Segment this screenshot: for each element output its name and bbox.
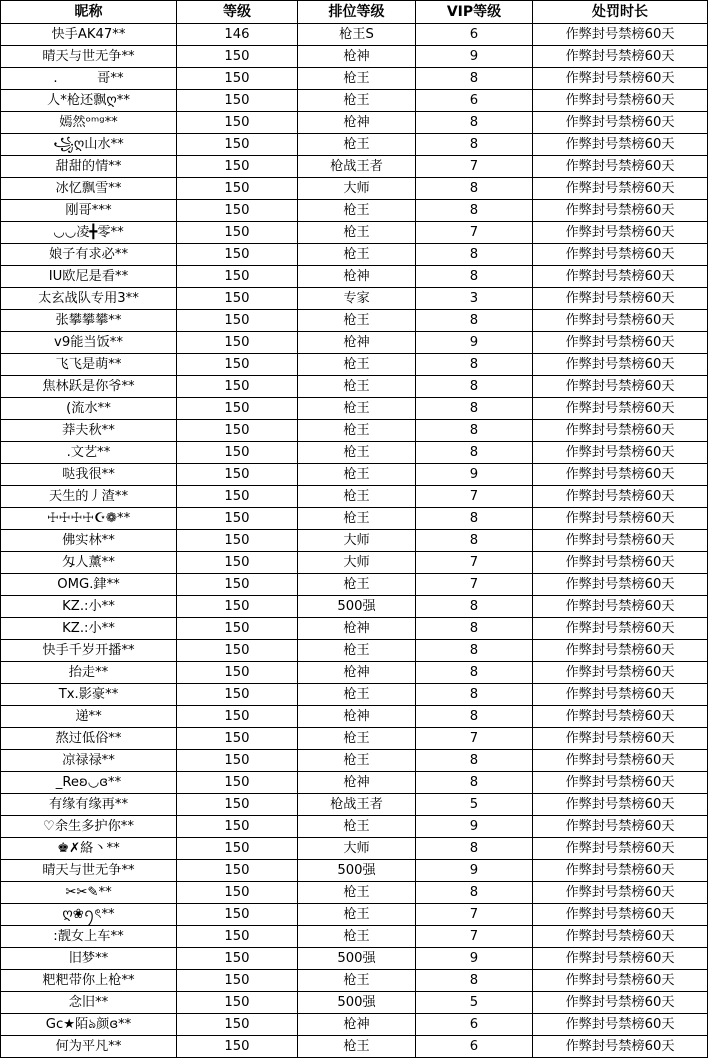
table-row — [1, 266, 708, 288]
cell-rank-level: 枪王 — [298, 222, 416, 244]
cell-penalty: 作弊封号禁榜60天 — [533, 266, 708, 288]
cell-rank-level: 枪王 — [298, 464, 416, 486]
table-row — [1, 552, 708, 574]
cell-rank-level: 枪王 — [298, 750, 416, 772]
cell-rank-level: 枪神 — [298, 706, 416, 728]
cell-level: 150 — [177, 530, 298, 552]
cell-level: 150 — [177, 772, 298, 794]
cell-penalty: 作弊封号禁榜60天 — [533, 904, 708, 926]
cell-vip-level: 8 — [416, 750, 533, 772]
cell-level: 150 — [177, 442, 298, 464]
table-row — [1, 926, 708, 948]
cell-rank-level: 枪神 — [298, 266, 416, 288]
cell-level: 150 — [177, 310, 298, 332]
cell-rank-level: 枪王 — [298, 904, 416, 926]
header-row — [1, 1, 708, 24]
cell-level: 150 — [177, 178, 298, 200]
cell-nickname: ღ❀ꪆৎ** — [1, 904, 177, 926]
cell-nickname: 快手千岁开播** — [1, 640, 177, 662]
cell-vip-level: 8 — [416, 376, 533, 398]
cell-vip-level: 8 — [416, 112, 533, 134]
cell-vip-level: 8 — [416, 618, 533, 640]
cell-level: 150 — [177, 618, 298, 640]
table-row — [1, 24, 708, 46]
cell-nickname: ☩☩☩☩☪❁** — [1, 508, 177, 530]
cell-vip-level: 8 — [416, 970, 533, 992]
cell-penalty: 作弊封号禁榜60天 — [533, 838, 708, 860]
cell-vip-level: 9 — [416, 332, 533, 354]
header-rank-level: 排位等级 — [298, 1, 416, 24]
cell-rank-level: 枪战王者 — [298, 156, 416, 178]
cell-nickname: IU欧尼是看** — [1, 266, 177, 288]
table-row — [1, 970, 708, 992]
cell-nickname: 太玄战队专用3** — [1, 288, 177, 310]
cell-nickname: 快手AK47** — [1, 24, 177, 46]
table-row — [1, 156, 708, 178]
table-row — [1, 574, 708, 596]
cell-penalty: 作弊封号禁榜60天 — [533, 288, 708, 310]
table-row — [1, 860, 708, 882]
cell-nickname: 念旧** — [1, 992, 177, 1014]
cell-level: 150 — [177, 684, 298, 706]
cell-level: 150 — [177, 464, 298, 486]
table-row — [1, 310, 708, 332]
cell-level: 150 — [177, 750, 298, 772]
cell-penalty: 作弊封号禁榜60天 — [533, 816, 708, 838]
cell-level: 150 — [177, 552, 298, 574]
table-row — [1, 420, 708, 442]
cell-level: 150 — [177, 244, 298, 266]
cell-level: 150 — [177, 948, 298, 970]
cell-level: 150 — [177, 90, 298, 112]
cell-level: 150 — [177, 904, 298, 926]
cell-nickname: 天生的丿渣** — [1, 486, 177, 508]
cell-penalty: 作弊封号禁榜60天 — [533, 354, 708, 376]
cell-rank-level: 500强 — [298, 860, 416, 882]
cell-vip-level: 8 — [416, 662, 533, 684]
cell-vip-level: 8 — [416, 244, 533, 266]
cell-nickname: ♚✗絡丶** — [1, 838, 177, 860]
cell-rank-level: 枪王 — [298, 354, 416, 376]
cell-penalty: 作弊封号禁榜60天 — [533, 24, 708, 46]
cell-nickname: 冰忆飘雪** — [1, 178, 177, 200]
cell-level: 150 — [177, 508, 298, 530]
cell-vip-level: 8 — [416, 134, 533, 156]
cell-nickname: 焦林跃是你爷** — [1, 376, 177, 398]
cell-rank-level: 枪王 — [298, 684, 416, 706]
cell-rank-level: 枪王S — [298, 24, 416, 46]
cell-level: 150 — [177, 398, 298, 420]
cell-rank-level: 枪王 — [298, 1036, 416, 1058]
cell-vip-level: 7 — [416, 574, 533, 596]
cell-penalty: 作弊封号禁榜60天 — [533, 332, 708, 354]
cell-rank-level: 枪王 — [298, 90, 416, 112]
table-row — [1, 112, 708, 134]
table-row — [1, 640, 708, 662]
cell-nickname: . 哥** — [1, 68, 177, 90]
cell-nickname: OMG.銉** — [1, 574, 177, 596]
table-body — [1, 24, 708, 1058]
cell-penalty: 作弊封号禁榜60天 — [533, 90, 708, 112]
cell-penalty: 作弊封号禁榜60天 — [533, 772, 708, 794]
cell-rank-level: 大师 — [298, 838, 416, 860]
cell-vip-level: 9 — [416, 816, 533, 838]
cell-level: 150 — [177, 68, 298, 90]
cell-level: 150 — [177, 200, 298, 222]
table-row — [1, 442, 708, 464]
cell-penalty: 作弊封号禁榜60天 — [533, 310, 708, 332]
cell-penalty: 作弊封号禁榜60天 — [533, 486, 708, 508]
cell-level: 150 — [177, 728, 298, 750]
cell-rank-level: 枪王 — [298, 244, 416, 266]
cell-rank-level: 枪王 — [298, 134, 416, 156]
cell-vip-level: 8 — [416, 838, 533, 860]
cell-level: 150 — [177, 112, 298, 134]
cell-nickname: ◡◡凌╋零** — [1, 222, 177, 244]
cell-penalty: 作弊封号禁榜60天 — [533, 574, 708, 596]
cell-rank-level: 枪神 — [298, 662, 416, 684]
cell-level: 150 — [177, 596, 298, 618]
cell-nickname: 嫣然ᵒᵐᵍ** — [1, 112, 177, 134]
cell-nickname: v9能当饭** — [1, 332, 177, 354]
cell-penalty: 作弊封号禁榜60天 — [533, 112, 708, 134]
cell-penalty: 作弊封号禁榜60天 — [533, 134, 708, 156]
cell-vip-level: 5 — [416, 992, 533, 1014]
cell-level: 150 — [177, 46, 298, 68]
cell-rank-level: 大师 — [298, 178, 416, 200]
cell-rank-level: 大师 — [298, 530, 416, 552]
table-row — [1, 838, 708, 860]
table-row — [1, 354, 708, 376]
cell-level: 150 — [177, 332, 298, 354]
cell-penalty: 作弊封号禁榜60天 — [533, 926, 708, 948]
cell-level: 150 — [177, 794, 298, 816]
table-row — [1, 662, 708, 684]
cell-vip-level: 9 — [416, 860, 533, 882]
cell-penalty: 作弊封号禁榜60天 — [533, 860, 708, 882]
cell-nickname: 熬过低俗** — [1, 728, 177, 750]
cell-vip-level: 9 — [416, 464, 533, 486]
cell-level: 150 — [177, 1036, 298, 1058]
header-vip-level: VIP等级 — [416, 1, 533, 24]
cell-nickname: 人*枪还飘ღ** — [1, 90, 177, 112]
cell-vip-level: 3 — [416, 288, 533, 310]
cell-level: 150 — [177, 222, 298, 244]
cell-level: 150 — [177, 926, 298, 948]
cell-nickname: 粑粑带你上枪** — [1, 970, 177, 992]
table-row — [1, 1036, 708, 1058]
cell-vip-level: 6 — [416, 1014, 533, 1036]
table-row — [1, 618, 708, 640]
cell-rank-level: 枪王 — [298, 420, 416, 442]
cell-vip-level: 8 — [416, 266, 533, 288]
cell-vip-level: 8 — [416, 354, 533, 376]
cell-rank-level: 枪王 — [298, 310, 416, 332]
cell-level: 150 — [177, 640, 298, 662]
cell-vip-level: 8 — [416, 420, 533, 442]
header-level: 等级 — [177, 1, 298, 24]
cell-vip-level: 8 — [416, 706, 533, 728]
cell-rank-level: 枪王 — [298, 926, 416, 948]
cell-vip-level: 7 — [416, 156, 533, 178]
cell-vip-level: 7 — [416, 222, 533, 244]
cell-level: 150 — [177, 420, 298, 442]
cell-nickname: Tx.影豪** — [1, 684, 177, 706]
table-row — [1, 376, 708, 398]
cell-vip-level: 8 — [416, 640, 533, 662]
cell-rank-level: 枪王 — [298, 486, 416, 508]
cell-penalty: 作弊封号禁榜60天 — [533, 1014, 708, 1036]
cell-level: 150 — [177, 662, 298, 684]
cell-rank-level: 枪王 — [298, 882, 416, 904]
table-row — [1, 244, 708, 266]
cell-level: 150 — [177, 970, 298, 992]
cell-penalty: 作弊封号禁榜60天 — [533, 156, 708, 178]
table-row — [1, 948, 708, 970]
cell-penalty: 作弊封号禁榜60天 — [533, 948, 708, 970]
cell-vip-level: 8 — [416, 200, 533, 222]
cell-penalty: 作弊封号禁榜60天 — [533, 398, 708, 420]
cell-penalty: 作弊封号禁榜60天 — [533, 728, 708, 750]
cell-penalty: 作弊封号禁榜60天 — [533, 442, 708, 464]
cell-level: 150 — [177, 706, 298, 728]
header-nickname: 昵称 — [1, 1, 177, 24]
cell-penalty: 作弊封号禁榜60天 — [533, 68, 708, 90]
cell-vip-level: 8 — [416, 530, 533, 552]
table-row — [1, 222, 708, 244]
table-row — [1, 288, 708, 310]
table-row — [1, 68, 708, 90]
cell-nickname: 哒我很** — [1, 464, 177, 486]
cell-level: 150 — [177, 486, 298, 508]
cell-nickname: Gc★陌ঌ颜ɞ** — [1, 1014, 177, 1036]
cell-rank-level: 枪神 — [298, 112, 416, 134]
cell-nickname: 飞飞是萌** — [1, 354, 177, 376]
cell-vip-level: 8 — [416, 882, 533, 904]
cell-rank-level: 枪神 — [298, 772, 416, 794]
cell-rank-level: 枪王 — [298, 398, 416, 420]
cell-level: 150 — [177, 266, 298, 288]
cell-level: 150 — [177, 816, 298, 838]
cell-rank-level: 枪王 — [298, 640, 416, 662]
cell-penalty: 作弊封号禁榜60天 — [533, 178, 708, 200]
cell-nickname: 刚哥*** — [1, 200, 177, 222]
cell-penalty: 作弊封号禁榜60天 — [533, 970, 708, 992]
cell-nickname: .文艺** — [1, 442, 177, 464]
cell-penalty: 作弊封号禁榜60天 — [533, 552, 708, 574]
cell-nickname: KZ.:小** — [1, 596, 177, 618]
cell-vip-level: 8 — [416, 772, 533, 794]
cell-nickname: 凉禄禄** — [1, 750, 177, 772]
cell-nickname: 佛实林** — [1, 530, 177, 552]
cell-nickname: ♡余生多护你** — [1, 816, 177, 838]
cell-penalty: 作弊封号禁榜60天 — [533, 1036, 708, 1058]
cell-level: 150 — [177, 288, 298, 310]
cell-level: 150 — [177, 156, 298, 178]
cell-nickname: 有缘有缘再** — [1, 794, 177, 816]
cell-nickname: 莽夫秋** — [1, 420, 177, 442]
cell-rank-level: 枪王 — [298, 970, 416, 992]
cell-rank-level: 500强 — [298, 992, 416, 1014]
cell-level: 150 — [177, 354, 298, 376]
cell-vip-level: 9 — [416, 948, 533, 970]
cell-vip-level: 6 — [416, 24, 533, 46]
table-row — [1, 816, 708, 838]
cell-level: 150 — [177, 134, 298, 156]
cell-penalty: 作弊封号禁榜60天 — [533, 992, 708, 1014]
cell-rank-level: 枪神 — [298, 46, 416, 68]
cell-penalty: 作弊封号禁榜60天 — [533, 530, 708, 552]
cell-rank-level: 枪战王者 — [298, 794, 416, 816]
cell-level: 150 — [177, 882, 298, 904]
cell-penalty: 作弊封号禁榜60天 — [533, 464, 708, 486]
cell-level: 146 — [177, 24, 298, 46]
cell-nickname: _Reʚ◡ɞ** — [1, 772, 177, 794]
table-row — [1, 882, 708, 904]
cell-nickname: 娘子有求必** — [1, 244, 177, 266]
cell-level: 150 — [177, 838, 298, 860]
cell-rank-level: 枪王 — [298, 376, 416, 398]
cell-penalty: 作弊封号禁榜60天 — [533, 508, 708, 530]
table-row — [1, 706, 708, 728]
cell-vip-level: 8 — [416, 178, 533, 200]
cell-rank-level: 枪王 — [298, 200, 416, 222]
cell-vip-level: 8 — [416, 508, 533, 530]
table-row — [1, 904, 708, 926]
table-row — [1, 794, 708, 816]
cell-rank-level: 枪王 — [298, 816, 416, 838]
cell-nickname: 张攀攀攀** — [1, 310, 177, 332]
cell-nickname: 旧梦** — [1, 948, 177, 970]
cell-vip-level: 7 — [416, 926, 533, 948]
table-row — [1, 750, 708, 772]
table-row — [1, 464, 708, 486]
cell-rank-level: 枪王 — [298, 728, 416, 750]
cell-vip-level: 5 — [416, 794, 533, 816]
cell-penalty: 作弊封号禁榜60天 — [533, 200, 708, 222]
cell-nickname: 递** — [1, 706, 177, 728]
cell-level: 150 — [177, 992, 298, 1014]
table-row — [1, 992, 708, 1014]
cell-nickname: 甜甜的情** — [1, 156, 177, 178]
cell-rank-level: 枪神 — [298, 332, 416, 354]
cell-penalty: 作弊封号禁榜60天 — [533, 750, 708, 772]
cell-vip-level: 6 — [416, 90, 533, 112]
cell-vip-level: 8 — [416, 398, 533, 420]
table-row — [1, 684, 708, 706]
cell-rank-level: 500强 — [298, 948, 416, 970]
cell-penalty: 作弊封号禁榜60天 — [533, 618, 708, 640]
cell-penalty: 作弊封号禁榜60天 — [533, 244, 708, 266]
table-row — [1, 46, 708, 68]
cell-rank-level: 大师 — [298, 552, 416, 574]
table-row — [1, 178, 708, 200]
cell-penalty: 作弊封号禁榜60天 — [533, 640, 708, 662]
cell-vip-level: 7 — [416, 728, 533, 750]
cell-rank-level: 500强 — [298, 596, 416, 618]
cell-vip-level: 8 — [416, 596, 533, 618]
table-row — [1, 90, 708, 112]
table-row — [1, 486, 708, 508]
cell-vip-level: 7 — [416, 904, 533, 926]
table-row — [1, 200, 708, 222]
cell-penalty: 作弊封号禁榜60天 — [533, 222, 708, 244]
cell-vip-level: 6 — [416, 1036, 533, 1058]
cell-rank-level: 枪王 — [298, 68, 416, 90]
cell-level: 150 — [177, 574, 298, 596]
cell-nickname: (流水** — [1, 398, 177, 420]
cell-vip-level: 8 — [416, 442, 533, 464]
cell-rank-level: 专家 — [298, 288, 416, 310]
cell-level: 150 — [177, 860, 298, 882]
cell-penalty: 作弊封号禁榜60天 — [533, 46, 708, 68]
table-row — [1, 134, 708, 156]
cell-vip-level: 8 — [416, 310, 533, 332]
header-penalty: 处罚时长 — [533, 1, 708, 24]
cell-penalty: 作弊封号禁榜60天 — [533, 376, 708, 398]
table-row — [1, 508, 708, 530]
cell-penalty: 作弊封号禁榜60天 — [533, 684, 708, 706]
cell-rank-level: 枪神 — [298, 1014, 416, 1036]
cell-vip-level: 9 — [416, 46, 533, 68]
cell-nickname: 抬走** — [1, 662, 177, 684]
cell-penalty: 作弊封号禁榜60天 — [533, 662, 708, 684]
cell-nickname: 匁人薰** — [1, 552, 177, 574]
cell-nickname: ✂✂✎** — [1, 882, 177, 904]
table-row — [1, 530, 708, 552]
cell-level: 150 — [177, 376, 298, 398]
cell-rank-level: 枪王 — [298, 508, 416, 530]
cell-penalty: 作弊封号禁榜60天 — [533, 596, 708, 618]
cell-rank-level: 枪神 — [298, 618, 416, 640]
cell-level: 150 — [177, 1014, 298, 1036]
cell-nickname: 晴天与世无争** — [1, 860, 177, 882]
table-row — [1, 1014, 708, 1036]
table-row — [1, 596, 708, 618]
cell-nickname: KZ.:小** — [1, 618, 177, 640]
cell-rank-level: 枪王 — [298, 442, 416, 464]
cell-vip-level: 8 — [416, 684, 533, 706]
table-row — [1, 332, 708, 354]
cell-penalty: 作弊封号禁榜60天 — [533, 794, 708, 816]
table-row — [1, 398, 708, 420]
cell-nickname: 晴天与世无争** — [1, 46, 177, 68]
cell-penalty: 作弊封号禁榜60天 — [533, 882, 708, 904]
cell-rank-level: 枪王 — [298, 574, 416, 596]
cell-nickname: ꧁ღ山水** — [1, 134, 177, 156]
table-row — [1, 772, 708, 794]
cell-vip-level: 7 — [416, 552, 533, 574]
cell-vip-level: 8 — [416, 68, 533, 90]
cell-nickname: :靓女上车** — [1, 926, 177, 948]
cell-vip-level: 7 — [416, 486, 533, 508]
cell-penalty: 作弊封号禁榜60天 — [533, 420, 708, 442]
cell-penalty: 作弊封号禁榜60天 — [533, 706, 708, 728]
cell-nickname: 何为平凡** — [1, 1036, 177, 1058]
table-row — [1, 728, 708, 750]
